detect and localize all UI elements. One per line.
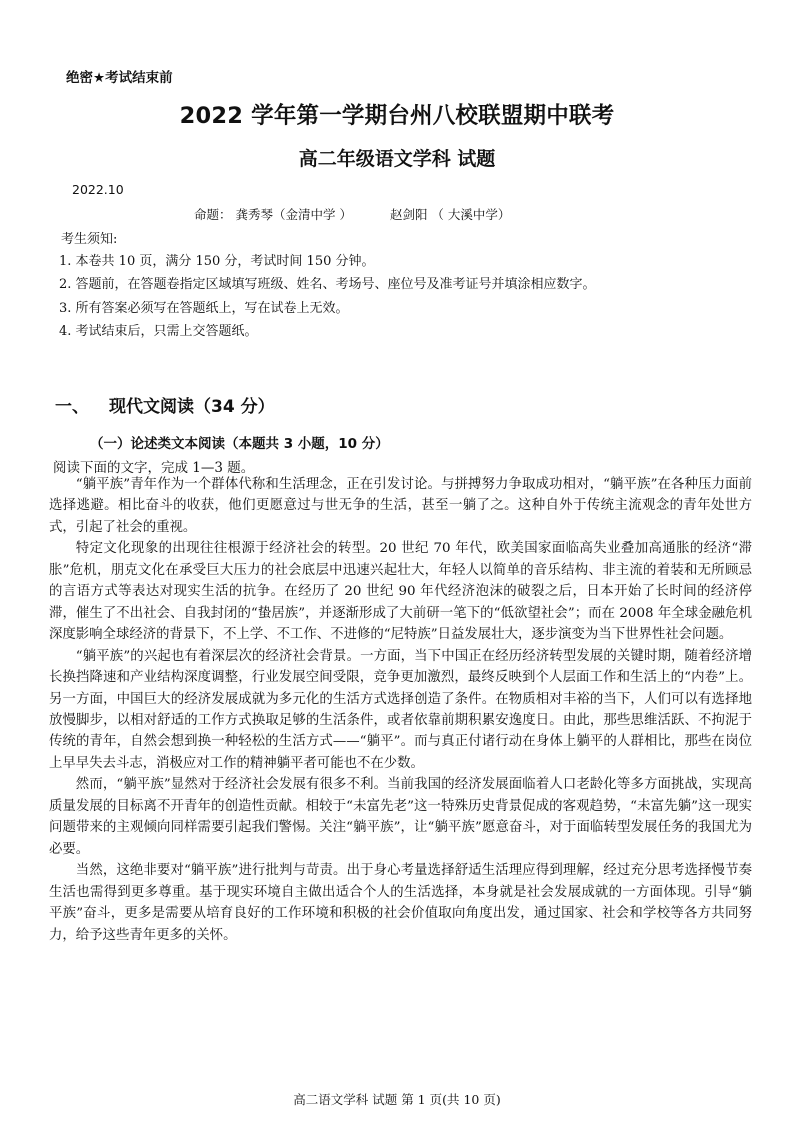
- authors-line: [194, 205, 510, 223]
- notice-item: 3. 所有答案必须写在答题纸上，写在试卷上无效。: [59, 301, 349, 316]
- instruction-text: 阅读下面的文字，完成 1—3 题。: [53, 460, 255, 476]
- notice-heading: 考生须知:: [61, 232, 118, 247]
- notice-item: 1. 本卷共 10 页，满分 150 分，考试时间 150 分钟。: [59, 254, 375, 269]
- section-number: 一、: [55, 397, 89, 417]
- author-1: 命题： 龚秀琴（金清中学 ）: [194, 207, 352, 222]
- exam-title: 2022 学年第一学期台州八校联盟期中联考: [179, 103, 615, 129]
- exam-date: 2022.10: [72, 182, 124, 197]
- passage-paragraph: 特定文化现象的出现往往根源于经济社会的转型。20 世纪 70 年代，欧美国家面临高失业叠加高通胀的经济“滞胀”危机，朋克文化在承受巨大压力的社会底层中迅速兴起壮大，年轻人以简单的音乐结构、非主流的着装和无所顾忌的言语方式等表达对现实生活的抗争。在经历了 20 世纪 90 年代经济泡沫的破裂之后，日本开始了长时间的经济停滞，催生了不出社会、自我封闭的“蛰居族”，并逐渐形成了大前研一笔下的“低欲望社会”；而在 2008 年全球金融危机深度影响全球经济的背景下，不上学、不工作、不进修的“尼特族”日益发展壮大，逐步演变为当下世界性社会问题。: [49, 541, 752, 643]
- notice-item: 4. 考试结束后，只需上交答题纸。: [59, 324, 258, 339]
- notice-item: 2. 答题前，在答题卷指定区域填写班级、姓名、考场号、座位号及准考证号并填涂相应数字。: [59, 277, 596, 292]
- passage-paragraph: 然而，“躺平族”显然对于经济社会发展有很多不利。当前我国的经济发展面临着人口老龄化等多方面挑战，实现高质量发展的目标离不开青年的创造性贡献。相较于“未富先老”这一特殊历史背景促成的客观趋势，“未富先躺”这一现实问题带来的主观倾向同样需要引起我们警惕。关注“躺平族”，让“躺平族”愿意奋斗，对于面临转型发展任务的我国尤为必要。: [49, 777, 752, 857]
- passage-paragraph: 当然，这绝非要对“躺平族”进行批判与苛责。出于身心考量选择舒适生活理应得到理解，经过充分思考选择慢节奏生活也需得到更多尊重。基于现实环境自主做出适合个人的生活选择，本身就是社会发展成就的一方面体现。引导“躺平族”奋斗，更多是需要从培育良好的工作环境和积极的社会价值取向角度出发，通过国家、社会和学校等各方共同努力，给予这些青年更多的关怀。: [49, 863, 752, 943]
- author-2: 赵剑阳 （ 大溪中学）: [389, 207, 511, 222]
- passage-paragraph: “躺平族”的兴起也有着深层次的经济社会背景。一方面，当下中国正在经历经济转型发展的关键时期，随着经济增长换挡降速和产业结构深度调整，行业发展空间受限，竞争更加激烈，最终反映到个人层面工作和生活上的“内卷”上。另一方面，中国巨大的经济发展成就为多元化的生活方式选择创造了条件。在物质相对丰裕的当下，人们可以有选择地放慢脚步，以相对舒适的工作方式换取足够的生活条件，或者依靠前期积累安逸度日。由此，那些思维活跃、不拘泥于传统的青年，自然会想到换一种轻松的生活方式——“躺平”。而与真正付诸行动在身体上躺平的人群相比，那些在岗位上早早失去斗志，消极应对工作的精神躺平者可能也不在少数。: [49, 648, 752, 771]
- section-title: 现代文阅读（34 分）: [109, 397, 275, 417]
- reading-passage: [49, 474, 752, 946]
- page-footer: 高二语文学科 试题 第 1 页(共 10 页): [293, 1092, 501, 1107]
- subsection-heading: （一）论述类文本阅读（本题共 3 小题，10 分）: [90, 436, 389, 452]
- secret-mark: 绝密★考试结束前: [66, 70, 173, 86]
- section-heading: [55, 392, 275, 417]
- exam-subtitle: 高二年级语文学科 试题: [298, 148, 496, 170]
- passage-paragraph: “躺平族”青年作为一个群体代称和生活理念，正在引发讨论。与拼搏努力争取成功相对，“躺平族”在各种压力面前选择逃避。相比奋斗的收获，他们更愿意过与世无争的生活，甚至一躺了之。这种自外于传统主流观念的青年处世方式，引起了社会的重视。: [49, 477, 752, 535]
